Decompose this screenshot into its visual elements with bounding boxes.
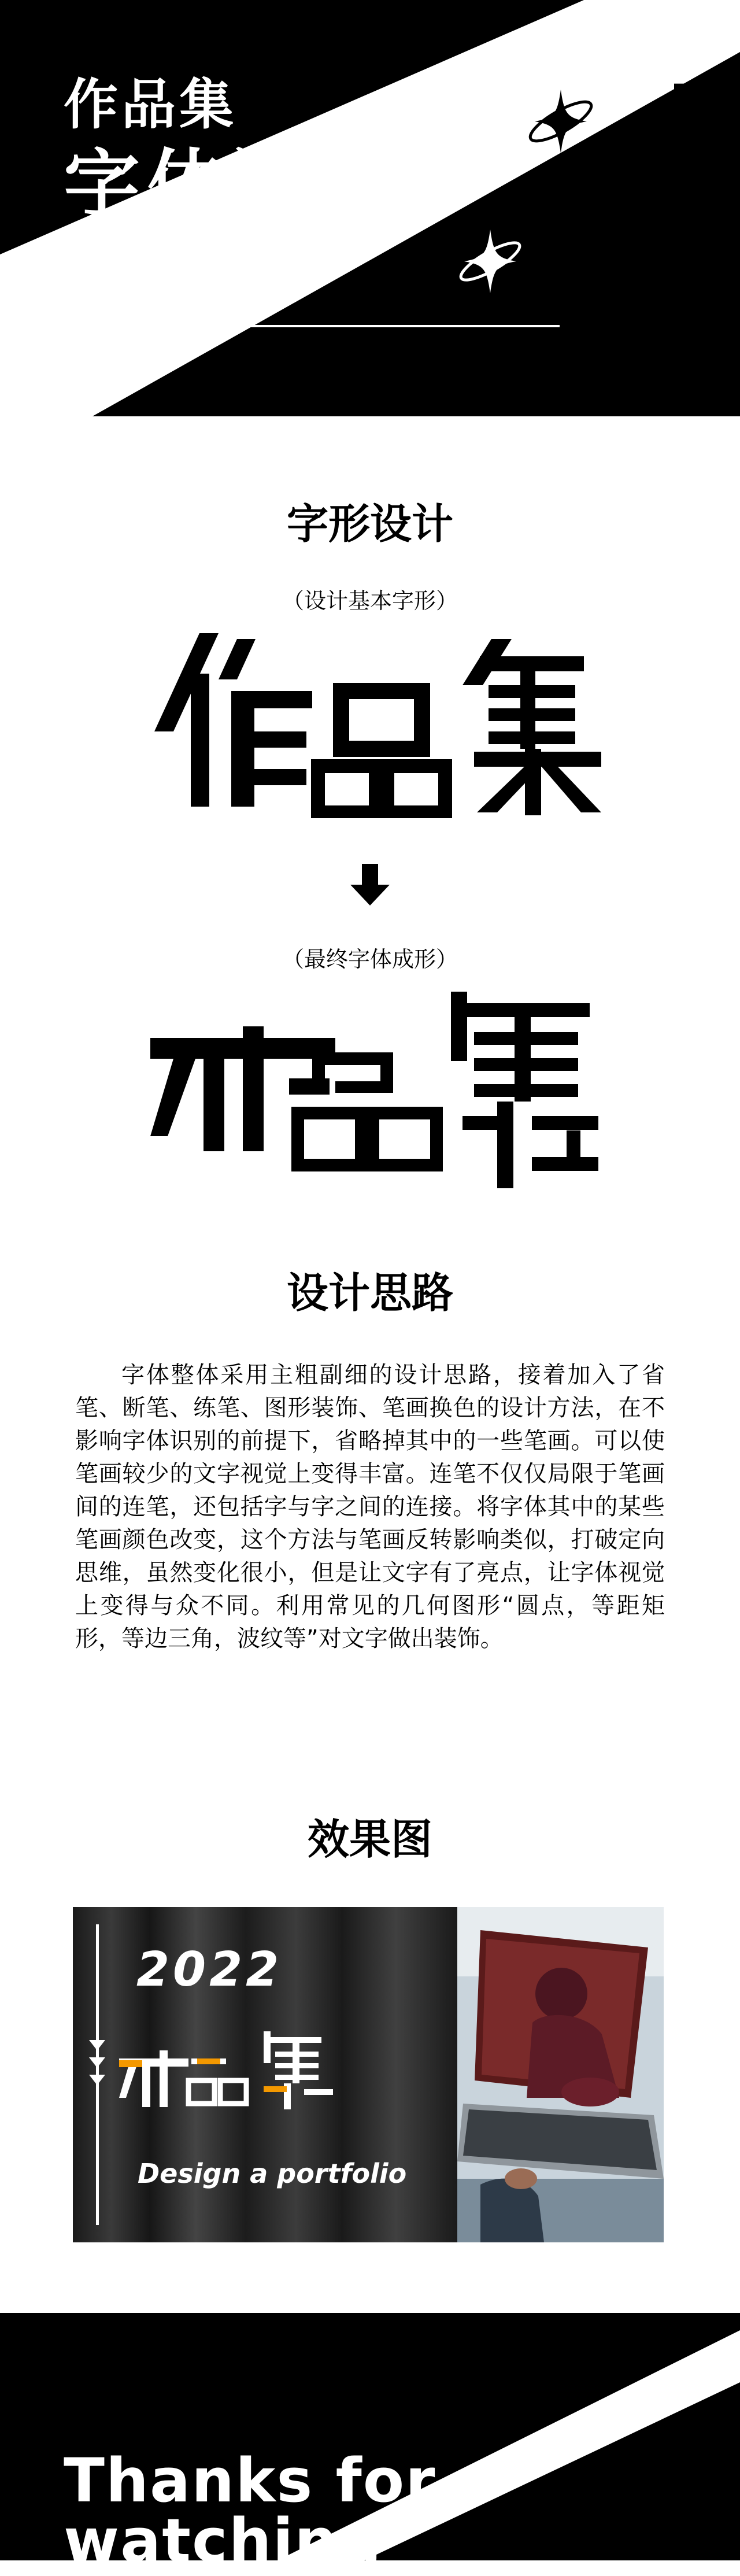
header-subtitle: Font design xyxy=(146,241,330,273)
poster-caption: Design a portfolio xyxy=(138,2158,407,2189)
thanks-text: Thanks for watching xyxy=(64,2445,436,2576)
section-title-idea: 设计思路 xyxy=(286,1269,453,1317)
vertical-label: DESIGN UI xyxy=(667,81,701,301)
effect-preview-image xyxy=(73,1907,664,2242)
header-title-line2: 字体设计 xyxy=(64,141,397,230)
header-divider xyxy=(64,325,560,327)
chevrons-right-icon xyxy=(62,247,136,271)
chevrons-down-icon xyxy=(650,266,676,330)
basic-glyph-artwork xyxy=(150,633,601,818)
section-title-glyph: 字形设计 xyxy=(286,500,453,548)
note-basic-glyph: （设计基本字形） xyxy=(282,588,458,613)
section-title-effect: 效果图 xyxy=(307,1815,432,1864)
design-description: 字体整体采用主粗副细的设计思路，接着加入了省笔、断笔、练笔、图形装饰、笔画换色的设计方法，在不影响字体识别的前提下，省略掉其中的一些笔画。可以使笔画较少的文字视觉上变得丰富。连笔不仅仅局限于笔画间的连笔，还包括字与字之间的连接。将字体其中的某些笔画颜色改变，这个方法与笔画反转影响类似，打破定向思维，虽然变化很小，但是让文字有了亮点，让字体视觉上变得与众不同。利用常见的几何图形“圆点，等距矩形，等边三角，波纹等”对文字做出装饰。 xyxy=(75,1362,665,1652)
poster-year: 2022 xyxy=(136,1942,283,1997)
arrow-down-icon xyxy=(347,862,393,908)
header-title-line1: 作品集 xyxy=(64,73,238,136)
photo-laptop-scene xyxy=(457,1907,664,2242)
header-banner xyxy=(0,0,740,416)
final-glyph-artwork xyxy=(150,992,601,1188)
note-final-glyph: （最终字体成形） xyxy=(282,947,458,972)
